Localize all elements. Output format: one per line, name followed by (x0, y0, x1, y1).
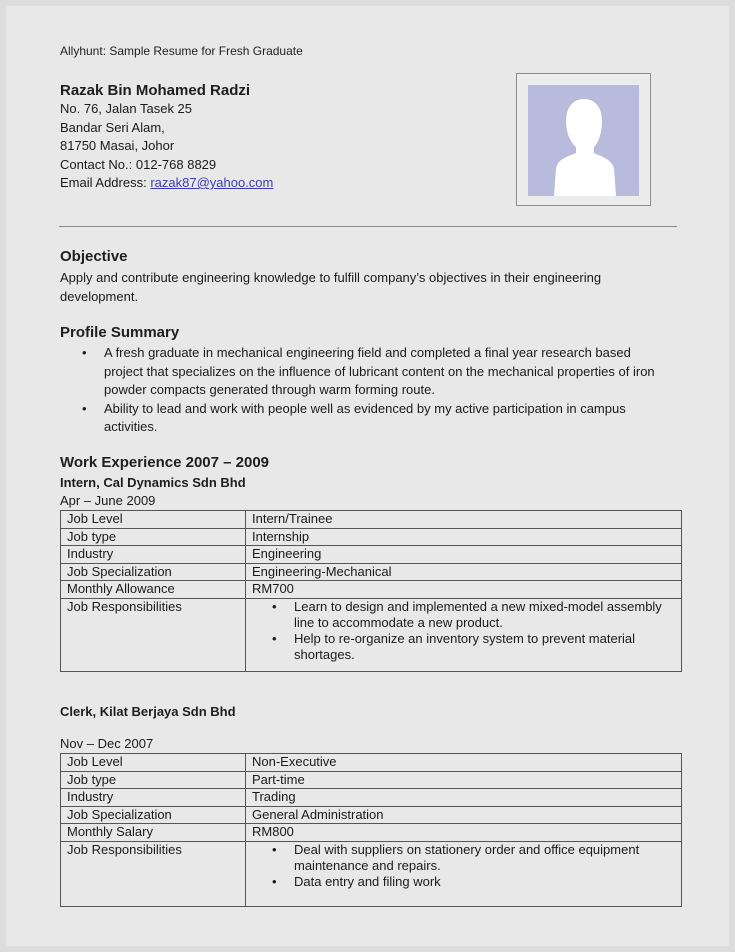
profile-summary-heading: Profile Summary (60, 324, 180, 341)
resp-line: Data entry and filing work (294, 873, 441, 889)
applicant-name: Razak Bin Mohamed Radzi (60, 82, 251, 99)
profile-item-2-line-1: Ability to lead and work with people well as evidenced by my active participation in campus (104, 400, 626, 416)
header-divider (59, 226, 677, 227)
list-item (252, 874, 681, 890)
responsibilities-list (252, 599, 681, 663)
table-value: Intern/Trainee (246, 511, 682, 529)
table-value: Internship (246, 528, 682, 546)
table-key: Job Responsibilities (61, 841, 246, 906)
table-key: Monthly Salary (61, 824, 246, 842)
email-label: Email Address: (60, 175, 147, 190)
bullet-icon: • (82, 400, 87, 416)
resp-line: maintenance and repairs. (294, 857, 441, 873)
resp-line: line to accommodate a new product. (294, 614, 503, 630)
bullet-icon: • (272, 841, 277, 857)
profile-item-1-line-2: project that specializes on the influence of lubricant content on the mechanical properties of iron (104, 363, 655, 379)
job-2-period: Nov – Dec 2007 (60, 736, 154, 751)
table-row (61, 841, 682, 906)
address-line-2: Bandar Seri Alam, (60, 119, 165, 135)
contact-block (60, 100, 273, 193)
table-row (61, 546, 682, 564)
table-value: Non-Executive (246, 754, 682, 772)
table-value: Part-time (246, 771, 682, 789)
bullet-icon: • (272, 873, 277, 889)
email-row (60, 174, 273, 193)
profile-item-1-line-3: powder compacts generated through warm forming route. (104, 382, 435, 397)
table-row (61, 581, 682, 599)
person-silhouette-icon (528, 85, 639, 196)
bullet-icon: • (272, 630, 277, 646)
address-line-3: 81750 Masai, Johor (60, 138, 175, 153)
table-row (61, 754, 682, 772)
table-row (61, 771, 682, 789)
table-row (61, 528, 682, 546)
objective-heading: Objective (60, 248, 128, 265)
responsibilities-list (252, 842, 681, 890)
table-row (61, 598, 682, 671)
bullet-icon: • (272, 598, 277, 614)
list-item (252, 599, 681, 631)
table-key: Job Level (61, 511, 246, 529)
contact-number (60, 156, 273, 175)
table-value: RM700 (246, 581, 682, 599)
table-key: Job type (61, 528, 246, 546)
list-item (252, 631, 681, 663)
table-row (61, 806, 682, 824)
list-item (252, 842, 681, 874)
resp-line: shortages. (294, 646, 355, 662)
job-2-table (60, 753, 682, 907)
table-value: Trading (246, 789, 682, 807)
objective-line-1: Apply and contribute engineering knowledge to fulfill company’s objectives in their engineering (60, 270, 602, 285)
job-1-table (60, 510, 682, 672)
list-item (60, 344, 680, 400)
table-row (61, 511, 682, 529)
objective-text (60, 268, 660, 306)
table-key: Job type (61, 771, 246, 789)
address-line-1: No. 76, Jalan Tasek 25 (60, 101, 193, 116)
table-key: Industry (61, 789, 246, 807)
profile-photo-frame (516, 73, 651, 206)
work-experience-heading: Work Experience 2007 – 2009 (60, 454, 270, 471)
job-2-title: Clerk, Kilat Berjaya Sdn Bhd (60, 704, 236, 719)
resp-line: Learn to design and implemented a new mixed-model assembly (294, 598, 662, 614)
table-row (61, 789, 682, 807)
contact-value: 012-768 8829 (135, 156, 217, 172)
table-value: RM800 (246, 824, 682, 842)
resp-line: Deal with suppliers on stationery order and office equipment (294, 841, 640, 857)
profile-summary-list (60, 344, 680, 437)
site-title: Allyhunt: Sample Resume for Fresh Graduate (60, 44, 303, 58)
responsibilities-cell (246, 841, 682, 906)
table-key: Monthly Allowance (61, 581, 246, 599)
job-1-title: Intern, Cal Dynamics Sdn Bhd (60, 475, 246, 490)
resp-line: Help to re-organize an inventory system to prevent material (294, 630, 636, 646)
profile-item-1-line-1: A fresh graduate in mechanical engineering field and completed a final year research based (104, 345, 631, 360)
table-key: Industry (61, 546, 246, 564)
table-row (61, 824, 682, 842)
table-row (61, 563, 682, 581)
responsibilities-cell (246, 598, 682, 671)
resume-page (6, 6, 729, 946)
bullet-icon: • (82, 345, 87, 360)
table-key: Job Specialization (61, 806, 246, 824)
email-link[interactable]: razak87@yahoo.com (150, 175, 274, 190)
table-value: Engineering-Mechanical (246, 563, 682, 581)
table-key: Job Specialization (61, 563, 246, 581)
table-value: Engineering (246, 546, 682, 564)
contact-label: Contact No.: (60, 156, 133, 172)
table-value: General Administration (246, 806, 682, 824)
table-key: Job Responsibilities (61, 598, 246, 671)
job-1-period: Apr – June 2009 (60, 493, 156, 508)
profile-item-2-line-2: activities. (104, 419, 158, 434)
list-item (60, 400, 680, 437)
table-key: Job Level (61, 754, 246, 772)
objective-line-2: development. (60, 289, 139, 304)
